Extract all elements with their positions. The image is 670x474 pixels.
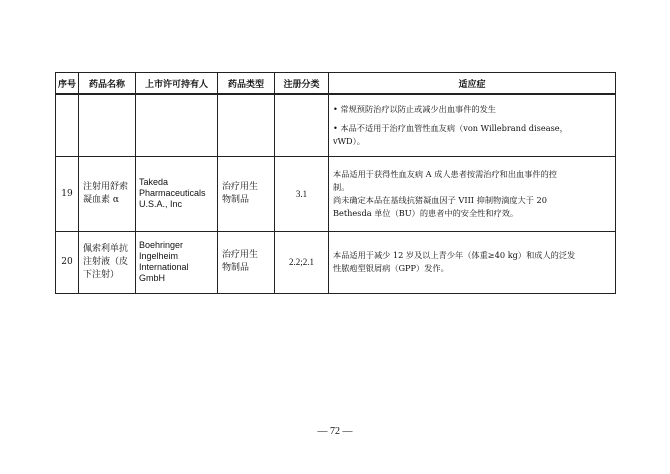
table-row — [56, 156, 616, 231]
cell-registration-class: 3.1 — [275, 156, 329, 231]
cell-drug-type: 治疗用生 物制品 — [218, 156, 275, 231]
cell-holder — [136, 94, 218, 156]
cell-indication — [329, 94, 616, 156]
header-indication: 适应症 — [329, 73, 616, 95]
cell-no: 20 — [56, 231, 79, 293]
table-row — [56, 231, 616, 293]
indication-line: • 常规预防治疗以防止或减少出血事件的发生 — [333, 103, 496, 114]
indication-line: 尚未确定本品在基线抗猪凝血因子 VIII 抑制物滴度大于 20 — [333, 194, 547, 205]
drug-approval-table — [55, 72, 616, 294]
header-drug-type: 药品类型 — [218, 73, 275, 95]
cell-drug-name: 注射用舒索 凝血素 α — [79, 156, 136, 231]
indication-line: vWD）。 — [333, 135, 365, 146]
indication-line: Bethesda 单位（BU）的患者中的安全性和疗效。 — [333, 207, 519, 218]
indication-line: 本品适用于减少 12 岁及以上青少年（体重≥40 kg）和成人的泛发 — [333, 250, 576, 260]
page-number: — 72 — — [317, 426, 353, 437]
cell-indication — [329, 156, 616, 231]
cell-no: 19 — [56, 156, 79, 231]
cell-drug-type: 治疗用生 物制品 — [218, 231, 275, 293]
cell-holder: Takeda Pharmaceuticals U.S.A., Inc — [136, 156, 218, 231]
cell-registration-class — [275, 94, 329, 156]
header-registration-class: 注册分类 — [275, 73, 329, 95]
table-row-continued — [56, 94, 616, 156]
cell-registration-class: 2.2;2.1 — [275, 231, 329, 293]
cell-drug-type — [218, 94, 275, 156]
indication-line: 制。 — [333, 181, 350, 192]
table-header-row — [56, 73, 616, 95]
cell-holder: Boehringer Ingelheim International GmbH — [136, 231, 218, 293]
header-holder: 上市许可持有人 — [136, 73, 218, 95]
cell-no — [56, 94, 79, 156]
header-no: 序号 — [56, 73, 79, 95]
indication-line: • 本品不适用于治疗血管性血友病（von Willebrand disease， — [333, 122, 568, 133]
cell-drug-name: 佩索利单抗 注射液（皮 下注射） — [79, 231, 136, 293]
header-drug-name: 药品名称 — [79, 73, 136, 95]
indication-line: 性脓疱型银屑病（GPP）发作。 — [333, 263, 449, 273]
cell-drug-name — [79, 94, 136, 156]
cell-indication — [329, 231, 616, 293]
indication-line: 本品适用于获得性血友病 A 成人患者按需治疗和出血事件的控 — [333, 168, 557, 179]
